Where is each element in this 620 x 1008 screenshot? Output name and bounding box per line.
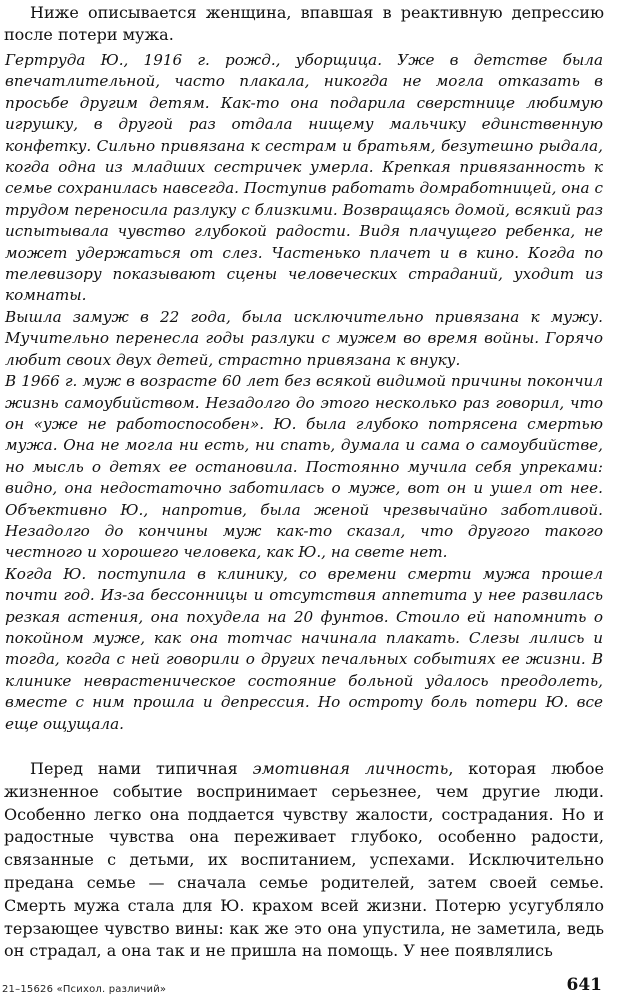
case-study-block: [5, 50, 603, 735]
intro-paragraph: Ниже описывается женщина, впавшая в реактивную депрессию после потери мужа.: [4, 3, 604, 44]
case-paragraph-3: В 1966 г. муж в возрасте 60 лет без всякой видимой причины покончил жизнь самоубийством. Незадолго до этого несколько раз говорил, что он «уже не работоспособен». Ю. была глубоко потрясена смертью мужа. Она не могла ни есть, ни спать, думала и сама о самоубийстве, но мысль о детях ее остановила. Постоянно мучила себя упреками: видно, она недостаточно заботилась о муже, вот он и ушел от нее. Объективно Ю., напротив, была женой чрезвычайно заботливой. Незадолго до кончины муж как-то сказал, что другого такого честного и хорошего человека, как Ю., на свете нет.: [5, 372, 603, 562]
page-number: 641: [566, 975, 602, 995]
discussion-block: [4, 758, 604, 963]
case-paragraph-2: Вышла замуж в 22 года, была исключительно привязана к мужу. Мучительно перенесла годы разлуки с мужем во время войны. Горячо любит своих двух детей, страстно привязана к внуку.: [5, 307, 603, 369]
intro-paragraph-block: [4, 2, 604, 46]
discussion-text-rest: , которая любое жизненное событие воспринимает серьезнее, чем другие люди. Особенно легко она поддается чувству жалости, сострадания. Но и радостные чувства она переживает глубоко, особенно радости, связанные с детьми, их воспитанием, успехами. Исключительно предана семье — сначала семье родителей, затем своей семье. Смерть мужа стала для Ю. крахом всей жизни. Потерю усугубляло терзающее чувство вины: как же это она упустила, не заметила, ведь он страдал, а она так и не пришла на помощь. У нее появлялись: [4, 759, 604, 961]
case-paragraph-1: Гертруда Ю., 1916 г. рожд., уборщица. Уже в детстве была впечатлительной, часто плакала, никогда не могла отказать в просьбе другим детям. Как-то она подарила сверстнице любимую игрушку, в другой раз отдала нищему мальчику единственную конфетку. Сильно привязана к сестрам и братьям, безутешно рыдала, когда одна из младших сестричек умерла. Крепкая привязанность к семье сохранилась навсегда. Поступив работать домработницей, она с трудом переносила разлуку с близкими. Возвращаясь домой, всякий раз испытывала чувство глубокой радости. Видя плачущего ребенка, не может удержаться от слез. Частенько плачет и в кино. Когда по телевизору показывают сцены человеческих страданий, уходит из комнаты.: [5, 51, 603, 305]
emphasized-term: эмотивная личность: [252, 759, 449, 778]
printer-signature: 21–15626 «Психол. различий»: [2, 984, 167, 995]
discussion-paragraph: [4, 758, 604, 963]
discussion-text-start: Перед нами типичная: [30, 759, 253, 778]
case-paragraph-4: Когда Ю. поступила в клинику, со времени смерти мужа прошел почти год. Из-за бессонницы и отсутствия аппетита у нее развилась резкая астения, она похудела на 20 фунтов. Стоило ей напомнить о покойном муже, как она тотчас начинала плакать. Слезы лились и тогда, когда с ней говорили о других печальных событиях ее жизни. В клинике неврастеническое состояние больной удалось преодолеть, вместе с ним прошла и депрессия. Но остроту боль потери Ю. все еще ощущала.: [5, 564, 603, 733]
